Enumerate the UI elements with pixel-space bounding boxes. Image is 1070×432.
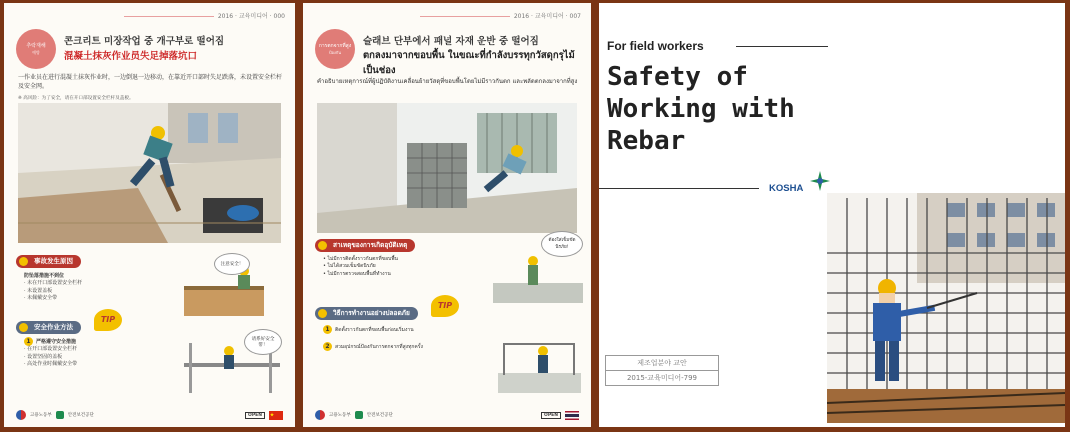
method-line: สวมอุปกรณ์ป้องกันการตกจากที่สูงทุกครั้ง	[335, 344, 423, 351]
kosha-logo-icon	[808, 169, 832, 193]
page-number: 2016 · 교육미디어 · 000	[124, 11, 285, 20]
method-line: · 在开口部设置安全栏杆	[24, 346, 78, 353]
divider	[736, 46, 828, 47]
method-head: 严格遵守安全措施	[36, 339, 77, 345]
cover-title	[607, 61, 795, 157]
poster-page-chinese	[4, 3, 295, 427]
speech-bubble: 注意安全！	[214, 253, 250, 275]
cause-line: • ไม่มีการติดตั้งราวกันตกที่ขอบพื้น	[323, 256, 398, 262]
note-text: ※ 高风险：为了安全，请在开口部设置安全栏杆及盖板。	[18, 96, 134, 101]
ministry-name: 고용노동부	[329, 413, 351, 418]
page-number: 2016 · 교육미디어 · 007	[420, 11, 581, 20]
ministry-logo-icon	[16, 410, 26, 420]
title-translated: ตกลงมาจากขอบพื้น ในขณะที่กำลังบรรทุกวัสดุกรุไม้เป็นช่อง	[363, 50, 575, 76]
title-line: Rebar	[607, 126, 686, 156]
title-korean: 슬래브 단부에서 패널 자재 운반 중 떨어짐	[363, 36, 539, 47]
speech-bubble: ต้องใส่เข็มขัดนิรภัย!	[541, 231, 583, 257]
method-line: · 设置坚固的盖板	[24, 353, 63, 360]
kosha-name: 안전보건공단	[67, 413, 94, 418]
divider	[599, 188, 759, 189]
cause-list	[323, 256, 498, 278]
badge-label: 추락재해	[26, 42, 46, 49]
rebar-worker-illustration	[827, 193, 1065, 423]
intro-text: 一作业员在进行混凝土抹灰作业时，一边倒退一边移动，在靠近开口部时失足跌落，未设置安全栏杆及安全网。	[18, 74, 283, 90]
thailand-flag-icon	[565, 411, 579, 420]
section-accident-cause: สาเหตุของการเกิดอุบัติเหตุ	[315, 239, 415, 252]
footer	[16, 409, 283, 421]
ministry-name: 고용노동부	[30, 413, 52, 418]
cause-line: · 未设置盖板	[24, 287, 53, 294]
intro-text: คำอธิบายเหตุการณ์ที่ผู้ปฏิบัติงานเคลื่อนย้ายวัสดุที่ขอบพื้นโดยไม่มีราวกันตก และพลัดตกลงมาจากที่สูง	[317, 78, 578, 85]
kosha-wordmark: KOSHA	[769, 183, 804, 194]
poster-page-thai	[303, 3, 591, 427]
badge-sub: ป้องกัน	[328, 49, 342, 55]
badge-label: การตกจากที่สูง	[318, 42, 352, 49]
title-translated: 混凝土抹灰作业员失足掉落坑口	[64, 51, 198, 62]
title-line: Working with	[607, 94, 795, 124]
for-field-workers: For field workers	[607, 39, 704, 53]
cause-line: · 未佩戴安全带	[24, 294, 58, 301]
method-line: ติดตั้งราวกันตกที่ขอบพื้นก่อนเริ่มงาน	[335, 327, 414, 333]
title-korean: 콘크리트 미장작업 중 개구부로 떨어짐	[64, 36, 225, 47]
section-safe-method: 安全作业方法	[16, 321, 81, 334]
accident-illustration	[317, 103, 577, 233]
speech-bubble: 请系好安全带！	[244, 329, 282, 355]
section-safe-method: วิธีการทำงานอย่างปลอดภัย	[315, 307, 418, 320]
method-illustration	[498, 323, 581, 393]
cause-line: · 未在开口部设置安全栏杆	[24, 280, 83, 287]
stamp-line: 2015-교육미디어-799	[606, 370, 718, 385]
category-badge	[315, 29, 355, 69]
kosha-logo-icon	[355, 411, 363, 419]
badge-sub: 예방	[32, 49, 40, 55]
title-line: Safety of	[607, 62, 748, 92]
kosha-name: 안전보건공단	[366, 413, 393, 418]
tip-badge: TIP	[431, 295, 459, 317]
open-license-mark: OPEN	[245, 412, 265, 419]
cause-line: • ไม่มีการตรวจสอบพื้นที่ทำงาน	[323, 270, 391, 277]
ministry-logo-icon	[315, 410, 325, 420]
open-license-mark: OPEN	[541, 412, 561, 419]
cause-list	[24, 273, 174, 302]
stamp-line: 제조업분야 교안	[637, 359, 687, 367]
cover-page	[599, 3, 1065, 427]
tip-badge: TIP	[94, 309, 122, 331]
footer	[315, 409, 579, 421]
section-accident-cause: 事故发生原因	[16, 255, 81, 268]
cause-head: 防坠落措施不到位	[24, 273, 65, 279]
method-line: · 高处作业时佩戴安全带	[24, 360, 78, 367]
method-list: 1 严格遵守安全措施 · 在开口部设置安全栏杆 · 设置坚固的盖板 · 高处作业时佩戴安全带	[24, 337, 174, 368]
kosha-logo-icon	[56, 411, 64, 419]
cause-line: • ไม่ได้สวมเข็มขัดนิรภัย	[323, 263, 376, 270]
china-flag-icon	[269, 411, 283, 420]
accident-illustration	[18, 103, 281, 243]
course-stamp	[605, 355, 719, 386]
category-badge	[16, 29, 56, 69]
method-list: 1 ติดตั้งราวกันตกที่ขอบพื้นก่อนเริ่มงาน 2 สวมอุปกรณ์ป้องกันการตกจากที่สูงทุกครั้ง	[323, 325, 503, 352]
